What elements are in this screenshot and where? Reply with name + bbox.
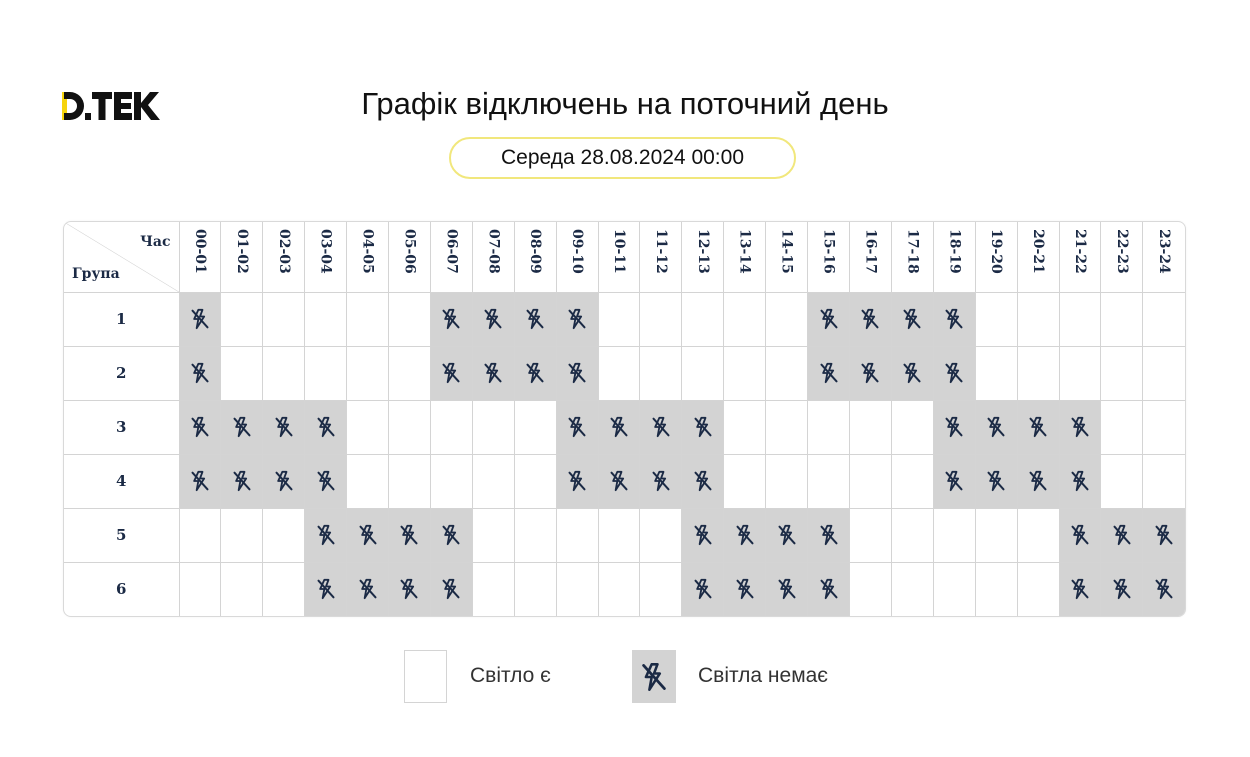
no-power-icon: [274, 416, 294, 438]
no-power-icon: [609, 470, 629, 492]
hour-header: [975, 222, 1017, 292]
hour-label: 01-02: [233, 228, 250, 274]
date-text: Середа 28.08.2024 00:00: [501, 146, 744, 169]
hour-header: [430, 222, 472, 292]
slot-power-on: [1143, 454, 1185, 508]
slot-power-on: [1143, 292, 1185, 346]
hour-header: [1059, 222, 1101, 292]
slot-power-on: [389, 454, 431, 508]
slot-power-on: [305, 292, 347, 346]
slot-power-on: [389, 400, 431, 454]
slot-power-off: [808, 562, 850, 616]
slot-power-off: [1143, 508, 1185, 562]
no-power-icon: [944, 308, 964, 330]
no-power-icon: [693, 524, 713, 546]
no-power-icon: [944, 416, 964, 438]
hour-label: 15-16: [820, 228, 837, 274]
slot-power-on: [640, 562, 682, 616]
hour-label: 21-22: [1071, 228, 1088, 274]
group-row: [64, 454, 1185, 508]
slot-power-off: [933, 292, 975, 346]
legend: [0, 650, 1250, 704]
slot-power-off: [430, 346, 472, 400]
no-power-icon: [316, 470, 336, 492]
hour-header: [179, 222, 221, 292]
legend-power-on-swatch: [404, 650, 447, 703]
slot-power-off: [430, 508, 472, 562]
hour-label: 02-03: [275, 228, 292, 274]
slot-power-off: [556, 454, 598, 508]
slot-power-on: [347, 400, 389, 454]
group-label: 3: [64, 400, 179, 454]
slot-power-on: [1101, 454, 1143, 508]
group-row: [64, 562, 1185, 616]
slot-power-on: [1017, 346, 1059, 400]
slot-power-off: [305, 562, 347, 616]
slot-power-on: [1101, 292, 1143, 346]
slot-power-off: [766, 562, 808, 616]
hour-label: 16-17: [862, 228, 879, 274]
hour-label: 03-04: [317, 228, 334, 274]
slot-power-off: [682, 454, 724, 508]
slot-power-off: [975, 454, 1017, 508]
hour-header: [766, 222, 808, 292]
no-power-icon: [525, 308, 545, 330]
slot-power-on: [975, 346, 1017, 400]
no-power-icon: [1154, 578, 1174, 600]
group-row: [64, 508, 1185, 562]
hour-header: [850, 222, 892, 292]
slot-power-on: [640, 292, 682, 346]
hour-header: [1101, 222, 1143, 292]
no-power-icon: [1028, 470, 1048, 492]
hour-label: 23-24: [1156, 228, 1173, 274]
no-power-icon: [232, 470, 252, 492]
slot-power-off: [933, 346, 975, 400]
hour-header: [472, 222, 514, 292]
hour-header: [1017, 222, 1059, 292]
slot-power-on: [724, 400, 766, 454]
legend-power-off-label: Світла немає: [698, 664, 829, 687]
slot-power-on: [598, 346, 640, 400]
slot-power-on: [1017, 562, 1059, 616]
no-power-icon: [567, 308, 587, 330]
outage-schedule-table: [63, 221, 1186, 617]
slot-power-on: [975, 508, 1017, 562]
no-power-icon: [1070, 470, 1090, 492]
slot-power-on: [808, 454, 850, 508]
slot-power-on: [682, 292, 724, 346]
slot-power-off: [808, 508, 850, 562]
no-power-icon: [399, 578, 419, 600]
hour-label: 07-08: [485, 228, 502, 274]
no-power-icon: [441, 524, 461, 546]
no-power-icon: [483, 362, 503, 384]
hour-header: [221, 222, 263, 292]
no-power-icon: [567, 470, 587, 492]
slot-power-off: [556, 346, 598, 400]
no-power-icon: [567, 416, 587, 438]
slot-power-off: [221, 454, 263, 508]
group-axis-label: Група: [72, 265, 120, 282]
no-power-icon: [693, 470, 713, 492]
hour-label: 06-07: [443, 228, 460, 274]
no-power-icon: [1070, 578, 1090, 600]
no-power-icon: [693, 416, 713, 438]
hour-header: [724, 222, 766, 292]
slot-power-on: [724, 346, 766, 400]
hour-header: [891, 222, 933, 292]
slot-power-on: [598, 292, 640, 346]
slot-power-on: [1059, 346, 1101, 400]
slot-power-on: [472, 400, 514, 454]
slot-power-on: [1143, 346, 1185, 400]
hour-header: [305, 222, 347, 292]
slot-power-on: [1101, 346, 1143, 400]
group-label: 4: [64, 454, 179, 508]
no-power-icon: [1112, 578, 1132, 600]
no-power-icon: [651, 470, 671, 492]
slot-power-on: [221, 292, 263, 346]
slot-power-on: [724, 292, 766, 346]
slot-power-off: [1101, 508, 1143, 562]
slot-power-on: [598, 508, 640, 562]
hour-axis-label: Час: [140, 234, 171, 250]
hour-header: [263, 222, 305, 292]
slot-power-off: [933, 400, 975, 454]
slot-power-on: [347, 346, 389, 400]
slot-power-on: [766, 346, 808, 400]
no-power-icon: [399, 524, 419, 546]
hour-label: 17-18: [904, 228, 921, 274]
no-power-icon: [190, 308, 210, 330]
no-power-icon: [441, 308, 461, 330]
no-power-icon: [819, 524, 839, 546]
no-power-icon: [693, 578, 713, 600]
hour-label: 10-11: [611, 228, 628, 274]
no-power-icon: [274, 470, 294, 492]
slot-power-on: [514, 454, 556, 508]
slot-power-on: [263, 346, 305, 400]
no-power-icon: [735, 524, 755, 546]
slot-power-on: [1101, 400, 1143, 454]
slot-power-on: [1017, 292, 1059, 346]
slot-power-off: [850, 346, 892, 400]
slot-power-on: [766, 400, 808, 454]
slot-power-off: [305, 454, 347, 508]
no-power-icon: [860, 362, 880, 384]
page-title: Графік відключень на поточний день: [361, 86, 889, 121]
slot-power-on: [682, 346, 724, 400]
slot-power-off: [598, 400, 640, 454]
no-power-icon: [651, 416, 671, 438]
no-power-icon: [819, 308, 839, 330]
slot-power-on: [1143, 400, 1185, 454]
slot-power-off: [724, 562, 766, 616]
slot-power-on: [347, 292, 389, 346]
no-power-icon: [902, 308, 922, 330]
no-power-icon: [483, 308, 503, 330]
group-label: 2: [64, 346, 179, 400]
no-power-icon: [1154, 524, 1174, 546]
group-label: 6: [64, 562, 179, 616]
slot-power-on: [1059, 292, 1101, 346]
no-power-icon: [986, 470, 1006, 492]
slot-power-off: [305, 508, 347, 562]
table-corner: [64, 222, 179, 292]
no-power-icon: [986, 416, 1006, 438]
slot-power-off: [766, 508, 808, 562]
no-power-icon: [640, 662, 668, 692]
slot-power-off: [179, 346, 221, 400]
slot-power-on: [472, 562, 514, 616]
slot-power-off: [1059, 562, 1101, 616]
no-power-icon: [567, 362, 587, 384]
slot-power-on: [766, 454, 808, 508]
slot-power-off: [808, 292, 850, 346]
slot-power-on: [891, 562, 933, 616]
hour-header: [347, 222, 389, 292]
hour-label: 14-15: [778, 228, 795, 274]
slot-power-on: [347, 454, 389, 508]
slot-power-off: [179, 400, 221, 454]
hour-label: 22-23: [1113, 228, 1130, 274]
hour-header: [640, 222, 682, 292]
slot-power-off: [1017, 454, 1059, 508]
group-row: [64, 346, 1185, 400]
hour-label: 05-06: [401, 228, 418, 274]
hour-header: [808, 222, 850, 292]
slot-power-on: [975, 292, 1017, 346]
slot-power-off: [472, 292, 514, 346]
slot-power-off: [598, 454, 640, 508]
no-power-icon: [860, 308, 880, 330]
slot-power-on: [263, 562, 305, 616]
hour-header: [556, 222, 598, 292]
slot-power-off: [1017, 400, 1059, 454]
slot-power-on: [263, 292, 305, 346]
no-power-icon: [358, 524, 378, 546]
slot-power-off: [975, 400, 1017, 454]
hour-label: 08-09: [527, 228, 544, 274]
slot-power-off: [682, 400, 724, 454]
no-power-icon: [316, 416, 336, 438]
legend-power-on-label: Світло є: [470, 664, 551, 687]
no-power-icon: [190, 416, 210, 438]
hour-header: [514, 222, 556, 292]
hour-label: 19-20: [988, 228, 1005, 274]
slot-power-on: [389, 346, 431, 400]
slot-power-on: [724, 454, 766, 508]
hour-label: 13-14: [736, 228, 753, 274]
no-power-icon: [358, 578, 378, 600]
group-label: 1: [64, 292, 179, 346]
group-row: [64, 292, 1185, 346]
slot-power-on: [1017, 508, 1059, 562]
slot-power-on: [933, 508, 975, 562]
slot-power-off: [556, 400, 598, 454]
slot-power-on: [514, 508, 556, 562]
slot-power-on: [514, 562, 556, 616]
slot-power-on: [472, 454, 514, 508]
slot-power-on: [221, 346, 263, 400]
slot-power-off: [891, 346, 933, 400]
slot-power-on: [850, 508, 892, 562]
no-power-icon: [819, 578, 839, 600]
no-power-icon: [190, 362, 210, 384]
slot-power-off: [850, 292, 892, 346]
slot-power-off: [472, 346, 514, 400]
group-row: [64, 400, 1185, 454]
slot-power-on: [850, 562, 892, 616]
hour-label: 12-13: [694, 228, 711, 274]
slot-power-off: [1059, 508, 1101, 562]
slot-power-off: [1059, 454, 1101, 508]
slot-power-off: [1059, 400, 1101, 454]
slot-power-off: [179, 292, 221, 346]
slot-power-off: [347, 508, 389, 562]
slot-power-on: [221, 562, 263, 616]
no-power-icon: [525, 362, 545, 384]
hour-label: 09-10: [569, 228, 586, 274]
no-power-icon: [902, 362, 922, 384]
no-power-icon: [944, 470, 964, 492]
slot-power-on: [514, 400, 556, 454]
slot-power-on: [891, 454, 933, 508]
slot-power-on: [179, 562, 221, 616]
slot-power-on: [598, 562, 640, 616]
slot-power-on: [221, 508, 263, 562]
hour-label: 00-01: [191, 228, 208, 274]
hour-header: [1143, 222, 1185, 292]
slot-power-off: [389, 508, 431, 562]
slot-power-off: [305, 400, 347, 454]
slot-power-off: [933, 454, 975, 508]
slot-power-off: [1101, 562, 1143, 616]
no-power-icon: [190, 470, 210, 492]
no-power-icon: [944, 362, 964, 384]
slot-power-on: [766, 292, 808, 346]
slot-power-on: [850, 400, 892, 454]
slot-power-off: [682, 508, 724, 562]
legend-power-off-swatch: [632, 650, 676, 703]
slot-power-on: [640, 508, 682, 562]
slot-power-on: [430, 400, 472, 454]
slot-power-on: [472, 508, 514, 562]
slot-power-on: [305, 346, 347, 400]
slot-power-on: [933, 562, 975, 616]
slot-power-off: [640, 400, 682, 454]
date-badge: [449, 137, 796, 179]
slot-power-on: [179, 508, 221, 562]
group-label: 5: [64, 508, 179, 562]
no-power-icon: [316, 524, 336, 546]
no-power-icon: [1070, 524, 1090, 546]
no-power-icon: [1028, 416, 1048, 438]
slot-power-on: [389, 292, 431, 346]
hour-label: 11-12: [652, 228, 669, 274]
no-power-icon: [777, 524, 797, 546]
slot-power-off: [1143, 562, 1185, 616]
slot-power-off: [263, 400, 305, 454]
no-power-icon: [609, 416, 629, 438]
slot-power-off: [347, 562, 389, 616]
slot-power-off: [514, 292, 556, 346]
no-power-icon: [777, 578, 797, 600]
no-power-icon: [441, 578, 461, 600]
slot-power-off: [221, 400, 263, 454]
no-power-icon: [232, 416, 252, 438]
no-power-icon: [441, 362, 461, 384]
slot-power-on: [850, 454, 892, 508]
slot-power-on: [891, 400, 933, 454]
slot-power-off: [430, 292, 472, 346]
slot-power-off: [808, 346, 850, 400]
slot-power-off: [556, 292, 598, 346]
hour-header: [389, 222, 431, 292]
slot-power-off: [640, 454, 682, 508]
slot-power-on: [556, 508, 598, 562]
hour-header: [682, 222, 724, 292]
slot-power-off: [263, 454, 305, 508]
no-power-icon: [316, 578, 336, 600]
slot-power-off: [724, 508, 766, 562]
slot-power-off: [389, 562, 431, 616]
slot-power-on: [556, 562, 598, 616]
no-power-icon: [1112, 524, 1132, 546]
hour-header: [598, 222, 640, 292]
hour-label: 20-21: [1030, 228, 1047, 274]
slot-power-off: [682, 562, 724, 616]
hour-header: [933, 222, 975, 292]
slot-power-on: [640, 346, 682, 400]
slot-power-on: [808, 400, 850, 454]
slot-power-on: [263, 508, 305, 562]
hour-label: 04-05: [359, 228, 376, 274]
hour-label: 18-19: [946, 228, 963, 274]
no-power-icon: [819, 362, 839, 384]
slot-power-on: [975, 562, 1017, 616]
slot-power-off: [891, 292, 933, 346]
slot-power-off: [514, 346, 556, 400]
slot-power-off: [430, 562, 472, 616]
slot-power-on: [891, 508, 933, 562]
no-power-icon: [1070, 416, 1090, 438]
slot-power-off: [179, 454, 221, 508]
slot-power-on: [430, 454, 472, 508]
no-power-icon: [735, 578, 755, 600]
